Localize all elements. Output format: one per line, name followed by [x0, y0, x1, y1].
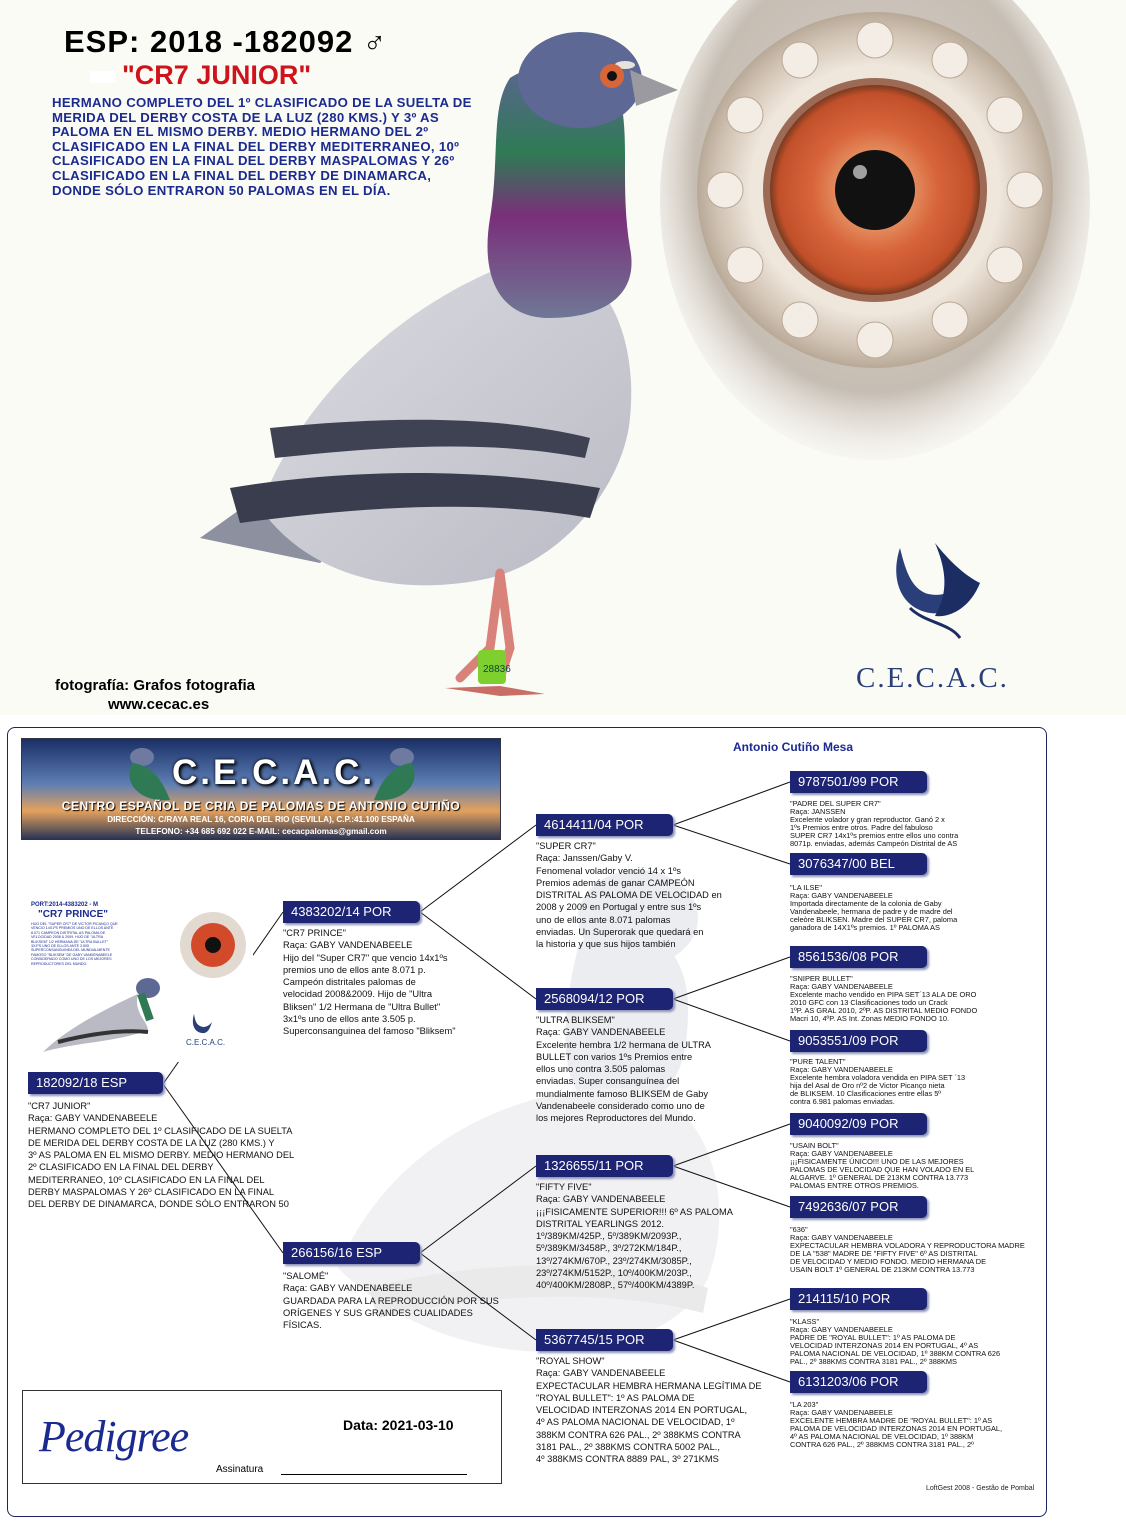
great-grandparent-info: "PADRE DEL SUPER CR7" Raça: JANSSEN Excelente volador y gran reproductor. Ganó 2 x 1ºs Premios entre otros. Padre del fabuloso SUPER CR7 14x1ºs premios entre ellos uno contra 8071p. enviadas, además Campeón Distrital de AS: [790, 799, 959, 848]
thumbnail-text: HIJO DEL "SUPER CR7" DE VICTOR PICANÇO QUE VENCIO 14X1ºS PREMIOS UNO DE ELLOS ANTE 8.071 CAMPEON DISTRITAL AS PALOMA DE VELOCIDAD 2008 & 2009. HIJO DE "ULTRA BLIKSEM" 1/2 HERMANA DE "ULTRA BULLET" 3X1ºS UNO DE ELLOS ANTE 3.505 SUPERCONSANGUINEA DEL MUNDIALMENTE FAMOSO "BLIKSEM" DE GABY VANDENABEELE CONSIDERADO COMO UNO DE LOS MEJORES REPRODUCTORES DEL MUNDO.: [31, 922, 118, 966]
owner-name: Antonio Cutiño Mesa: [733, 740, 853, 754]
great-grandparent-ring-box[interactable]: 9053551/09 POR: [790, 1030, 927, 1052]
pedigree-footer: [22, 1390, 502, 1484]
svg-text:28836: 28836: [483, 664, 511, 675]
great-grandparent-info: "USAIN BOLT" Raça: GABY VANDENABEELE ¡¡¡FISICAMENTE ÚNICO!!! UNO DE LAS MEJORES PALOMAS DE VELOCIDAD QUE HAN VOLADO EN EL ALGARVE. 1º GENERAL DE 213KM CONTRA 13.773 PALOMAS ENTRE OTROS PREMIOS.: [790, 1141, 975, 1190]
pigeon-description: HERMANO COMPLETO DEL 1º CLASIFICADO DE LA SUELTA DE MERIDA DEL DERBY COSTA DE LA LUZ (280 KMS.) Y 3º AS PALOMA EN EL MISMO DERBY. MEDIO HERMANO DEL 2º CLASIFICADO EN LA FINAL DEL DERBY MEDITERRANEO, 10º CLASIFICADO EN LA FINAL DEL DERBY MASPALOMAS Y 26º CLASIFICADO EN LA FINAL DEL DERBY DE DINAMARCA, DONDE SÓLO ENTRARON 50 PALOMAS EN EL DÍA.: [52, 95, 472, 198]
banner-pigeon-left-icon: [102, 745, 172, 805]
software-credit: LoftGest 2008 - Gestão de Pombal: [926, 1485, 1035, 1492]
thumbnail-eye-image: [178, 910, 248, 980]
great-grandparent-info: "PURE TALENT" Raça: GABY VANDENABEELE Excelente hembra voladora vendida en PIPA SET ´13 hija del Asal de Oro nº2 de Victor Picanço nieta de BLIKSEM. 10 Clasificaciones entre ellas 5º contra 6.981 palomas enviadas.: [790, 1057, 966, 1106]
grandparent-info: "ULTRA BLIKSEM" Raça: GABY VANDENABEELE Excelente hembra 1/2 hermana de ULTRA BULLET con varios 1ºs Premios entre ellos uno contra 3.505 palomas enviadas. Super consanguínea del mundialmente famoso BLIKSEM de Gaby Vandenabeele considerado como uno de los mejores Reproductores del Mundo.: [536, 1015, 712, 1124]
great-grandparent-ring-box[interactable]: 9040092/09 POR: [790, 1113, 927, 1135]
great-grandparent-ring-box[interactable]: 9787501/99 POR: [790, 771, 927, 793]
photo-credit: fotografía: Grafos fotografia: [55, 677, 256, 694]
signature-label: Assinatura: [216, 1464, 264, 1475]
thumbnail-pigeon-image: [38, 972, 178, 1060]
pedigree-title: Pedigree: [39, 1412, 189, 1461]
pigeon-name-title: [90, 60, 311, 91]
cecac-logo-bird-icon: [880, 538, 990, 648]
sire-ring-box[interactable]: 4383202/14 POR: [283, 901, 420, 923]
thumbnail-logo-text: C.E.C.A.C.: [186, 1038, 226, 1047]
thumbnail-logo-bird-icon: [188, 1012, 218, 1040]
dam-ring-box[interactable]: 266156/16 ESP: [283, 1242, 420, 1264]
banner-address: DIRECCIÓN: C/RAYA REAL 16, CORIA DEL RIO (SEVILLA), C.P.:41.100 ESPAÑA: [107, 815, 415, 824]
banner-pigeon-right-icon: [372, 745, 442, 805]
great-grandparent-ring-box[interactable]: 8561536/08 POR: [790, 946, 927, 968]
ring-number-title: ESP: 2018 -182092 ♂: [64, 24, 388, 59]
dam-info: "SALOMÉ" Raça: GABY VANDENABEELE GUARDADA PARA LA REPRODUCCIÓN POR SUS ORÍGENES Y SUS GRANDES CUALIDADES FÍSICAS.: [283, 1271, 499, 1331]
great-grandparent-ring-box[interactable]: 7492636/07 POR: [790, 1196, 927, 1218]
great-grandparent-ring-box[interactable]: 214115/10 POR: [790, 1288, 927, 1310]
great-grandparent-ring-box[interactable]: 6131203/06 POR: [790, 1371, 927, 1393]
great-grandparent-info: "LA 203" Raça: GABY VANDENABEELE EXCELENTE HEMBRA MADRE DE "ROYAL BULLET": 1º AS PALOMA DE VELOCIDAD INTERZONAS 2014 EN PORTUGAL, 4º AS PALOMA NACIONAL DE VELOCIDAD, 1º 388KM CONTRA 626 PAL., 2º 388KMS CONTRA 3181 PAL., 2º: [790, 1400, 1003, 1449]
banner-subtitle: CENTRO ESPAÑOL DE CRIA DE PALOMAS DE ANTONIO CUTIÑO: [61, 799, 461, 813]
grandparent-ring-box[interactable]: 1326655/11 POR: [536, 1155, 673, 1177]
banner-phone: TELEFONO: +34 685 692 022 E-MAIL: cecacpalomas@gmail.com: [135, 827, 387, 836]
subject-ring-box[interactable]: 182092/18 ESP: [28, 1072, 163, 1094]
photo-section: [0, 0, 1126, 715]
great-grandparent-info: "KLASS" Raça: GABY VANDENABEELE PADRE DE "ROYAL BULLET": 1º AS PALOMA DE VELOCIDAD INTERZONAS 2014 EN PORTUGAL, 4º AS PALOMA NACIONAL DE VELOCIDAD, 1º 388KM CONTRA 626 PAL., 2º 388KMS CONTRA 3181 PAL., 2º 388KMS: [790, 1317, 1001, 1366]
grandparent-ring-box[interactable]: 5367745/15 POR: [536, 1329, 673, 1351]
sire-thumbnail-card: [28, 902, 253, 1062]
banner-title: C.E.C.A.C.: [172, 753, 376, 792]
grandparent-info: "FIFTY FIVE" Raça: GABY VANDENABEELE ¡¡¡FISICAMENTE SUPERIOR!!! 6º AS PALOMA DISTRITAL YEARLINGS 2012. 1º/389KM/425P., 5º/389KM/2093P., 5º/389KM/3458P., 3º/272KM/184P., 13º/274KM/670P., 23º/274KM/3085P., 23º/274KM/5152P., 10º/400KM/203P., 40º/400KM/2808P., 57º/400KM/4389P.: [536, 1182, 733, 1291]
cecac-banner: [21, 738, 501, 840]
pedigree-date: Data: 2021-03-10: [343, 1417, 454, 1433]
great-grandparent-ring-box[interactable]: 3076347/00 BEL: [790, 853, 927, 875]
signature-line[interactable]: [281, 1474, 467, 1475]
thumbnail-ring: PORT:2014-4383202 - M: [31, 902, 99, 908]
sire-info: "CR7 PRINCE" Raça: GABY VANDENABEELE Hijo del "Super CR7" que vencio 14x1ºs premios uno de ellos ante 8.071 p. Campeón distritales palomas de velocidad 2008&2009. Hijo de "Ultra Bliksen" 1/2 Hermana de "Ultra Bullet" 3x1ºs uno de ellos ante 3.505 p. Superconsanguinea del famoso "Bliksem": [283, 928, 456, 1037]
cecac-logo-text: C.E.C.A.C.: [856, 662, 1009, 694]
grandparent-ring-box[interactable]: 4614411/04 POR: [536, 814, 673, 836]
pedigree-sheet: [7, 727, 1047, 1517]
website-link[interactable]: www.cecac.es: [108, 696, 210, 713]
great-grandparent-info: "SNIPER BULLET" Raça: GABY VANDENABEELE Excelente macho vendido en PIPA SET´13 ALA DE ORO 2010 GFC con 13 Clasificaciones todo un Crack 1ºP. AS GRAL 2010, 2ºP. AS DISTRITAL MEDIO FONDO Macri 10, 4ºP. AS Int. Zonas MEDIO FONDO 10.: [790, 974, 978, 1023]
eye-closeup-image: [660, 0, 1090, 480]
great-grandparent-info: "LA ILSE" Raça: GABY VANDENABEELE Importada directamente de la colonia de Gaby Vandenabeele, hermana de padre y de madre del celeòre BLIKSEN. Madre del SUPER CR7, paloma ganadora de 14X1ºs premios. 1º PALOMA AS: [790, 883, 958, 932]
great-grandparent-info: "636" Raça: GABY VANDENABEELE EXPECTACULAR HEMBRA VOLADORA Y REPRODUCTORA MADRE DE LA "538" MADRE DE "FIFTY FIVE" 6º AS DISTRITAL DE VELOCIDAD Y MEDIO FONDO. MEDIO HERMANA DE USAIN BOLT 1º GENERAL DE 213KM CONTRA 13.773: [790, 1225, 1025, 1274]
grandparent-info: "SUPER CR7" Raça: Janssen/Gaby V. Fenomenal volador venció 14 x 1ºs Premios además de ganar CAMPEÓN DISTRITAL AS PALOMA DE VELOCIDAD en 2008 y 2009 en Portugal y entre sus 1ºs uno de ellos ante 8.071 palomas enviadas. Un Superorak que quedará en la historia y que sus hijos también: [536, 841, 722, 950]
subject-info: "CR7 JUNIOR" Raça: GABY VANDENABEELE HERMANO COMPLETO DEL 1º CLASIFICADO DE LA SUELTA DE MERIDA DEL DERBY COSTA DE LA LUZ (280 KMS.) Y 3º AS PALOMA EN EL MISMO DERBY. MEDIO HERMANO DEL 2º CLASIFICADO EN LA FINAL DEL DERBY MEDITERRANEO, 10º CLASIFICADO EN LA FINAL DEL DERBY MASPALOMAS Y 26º CLASIFICADO EN LA FINAL DEL DERBY DE DINAMARCA, DONDE SÓLO ENTRARON 50: [28, 1101, 295, 1210]
pigeon-name-text: "CR7 JUNIOR": [122, 60, 312, 90]
thumbnail-name: "CR7 PRINCE": [38, 909, 109, 920]
grandparent-ring-box[interactable]: 2568094/12 POR: [536, 988, 673, 1010]
grandparent-info: "ROYAL SHOW" Raça: GABY VANDENABEELE EXPECTACULAR HEMBRA HERMANA LEGÍTIMA DE "ROYAL BULLET": 1º AS PALOMA DE VELOCIDAD INTERZONAS 2014 EN PORTUGAL, 4º AS PALOMA NACIONAL DE VELOCIDAD, 1º 388KM CONTRA 626 PAL., 2º 388KMS CONTRA 3181 PAL., 2º 388KMS CONTRA 5002 PAL., 4º 388KMS CONTRA 8889 PAL, 3º 271KMS: [536, 1356, 762, 1465]
